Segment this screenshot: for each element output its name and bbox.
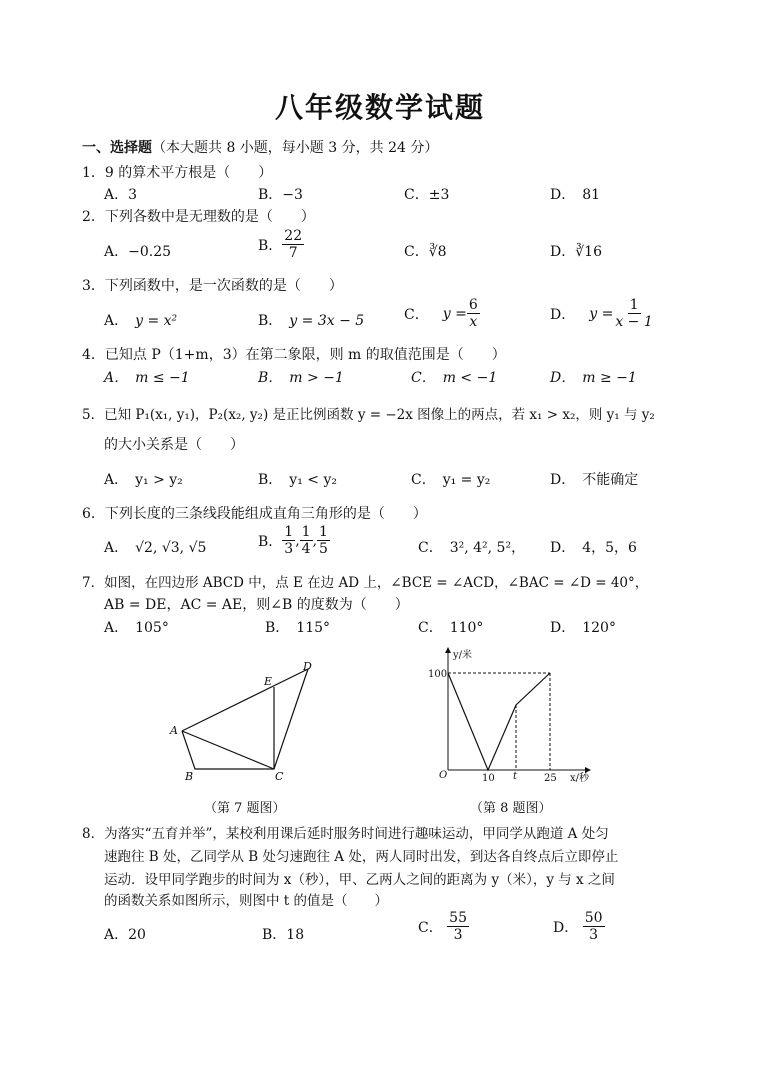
- q3-option-c: [404, 297, 480, 330]
- q2-option-b: [258, 228, 304, 261]
- q8-d-numerator: 50: [584, 910, 603, 926]
- section-note: （本大题共 8 小题，每小题 3 分，共 24 分）: [152, 140, 439, 156]
- q4-option-b: B． m > −1: [258, 370, 344, 386]
- fig8-x-axis-label: x/秒: [570, 773, 590, 784]
- q7-stem: 7．如图，在四边形 ABCD 中，点 E 在边 AD 上，∠BCE = ∠ACD，∠BAC = ∠D = 40°，: [82, 575, 649, 591]
- q2-option-d: [550, 241, 602, 261]
- q3-option-c-label: C．: [404, 306, 429, 323]
- q6-b-den3: 5: [319, 541, 328, 558]
- q8-option-c: [418, 910, 469, 943]
- fig8-x-tick-25: 25: [544, 773, 557, 784]
- figure-7-caption: （第 7 题图）: [204, 801, 286, 816]
- q3-d-denominator: x − 1: [615, 314, 653, 331]
- figure-8-graph: [420, 640, 620, 790]
- q8-option-b: B．18: [262, 927, 305, 943]
- fig8-origin-label: O: [439, 770, 448, 781]
- q4-stem: 4．已知点 P（1+m，3）在第二象限，则 m 的取值范围是（ ）: [82, 347, 506, 363]
- q2-option-c: [404, 241, 447, 261]
- q8-line4: 的函数关系如图所示，则图中 t 的值是（ ）: [104, 893, 389, 909]
- q3-c-denominator: x: [469, 314, 478, 331]
- q3-c-numerator: 6: [468, 297, 478, 313]
- fig8-y-axis-label: y/米: [453, 650, 473, 661]
- q1-option-b: B．−3: [258, 187, 303, 203]
- q7-option-a: A． 105°: [104, 620, 169, 636]
- q3-option-d: [550, 297, 655, 330]
- q6-option-d: D． 4，5，6: [550, 540, 637, 556]
- q6-b-den1: 3: [284, 541, 294, 558]
- fig8-y-tick-100: 100: [428, 669, 448, 680]
- q8-option-d: [553, 910, 605, 943]
- q7-option-c: C． 110°: [418, 620, 484, 636]
- q5-option-a: A． y₁ > y₂: [104, 472, 183, 488]
- q6-stem: 6．下列长度的三条线段能组成直角三角形的是（ ）: [82, 506, 427, 522]
- q3-option-d-lhs: y =: [589, 305, 614, 322]
- q5-stem: 5．已知 P₁(x₁, y₁)，P₂(x₂, y₂) 是正比例函数 y = −2x 图像上的两点，若 x₁ > x₂，则 y₁ 与 y₂: [82, 407, 655, 423]
- section-heading: [82, 137, 438, 157]
- fig7-label-a: A: [170, 724, 178, 737]
- q3-option-a-value: y = x²: [135, 313, 178, 329]
- q5-option-c: C． y₁ = y₂: [411, 472, 491, 488]
- q4-option-c: C． m < −1: [411, 370, 498, 386]
- fig8-x-tick-10: 10: [482, 773, 495, 784]
- q6-option-b-label: B．: [258, 533, 283, 550]
- q1-stem: 1．9 的算术平方根是（ ）: [82, 165, 273, 181]
- q1-option-a: A．3: [104, 187, 138, 203]
- q1-option-c: C．±3: [404, 187, 450, 203]
- page-title: 八年级数学试题: [274, 91, 485, 124]
- q5-option-d: D． 不能确定: [550, 472, 639, 488]
- fig8-distance-line: [448, 673, 550, 770]
- fig7-outline: [182, 669, 308, 769]
- q6-b-den2: 4: [301, 541, 311, 558]
- q1-option-d: D． 81: [550, 187, 601, 203]
- q2-stem: 2．下列各数中是无理数的是（ ）: [82, 209, 315, 225]
- q3-option-c-lhs: y =: [442, 305, 467, 322]
- q8-d-denominator: 3: [589, 927, 599, 944]
- fig7-label-c: C: [275, 770, 284, 783]
- q5-option-b: B． y₁ < y₂: [258, 472, 337, 488]
- fig7-label-d: D: [303, 660, 312, 673]
- q6-option-b: B． 1 3 , 1 4 , 1 5: [258, 524, 328, 558]
- section-name: 一、选择题: [82, 140, 152, 156]
- q3-d-numerator: 1: [629, 297, 639, 313]
- q2-b-denominator: 7: [288, 245, 298, 262]
- q2-option-a: A．−0.25: [104, 244, 172, 260]
- fig7-label-e: E: [264, 675, 273, 688]
- fig7-diagonal-ac: [182, 731, 274, 769]
- q8-option-a: A．20: [104, 927, 146, 943]
- q3-option-b: [258, 310, 364, 330]
- q3-option-a: [104, 310, 177, 330]
- q6-option-c: C． 3², 4², 5²，: [418, 540, 526, 556]
- q7-option-b: B． 115°: [265, 620, 331, 636]
- q4-option-d: D． m ≥ −1: [550, 370, 637, 386]
- q8-line2: 速跑往 B 处，乙同学从 B 处匀速跑往 A 处，两人同时出发，到达各自终点后立即停止: [104, 849, 619, 865]
- q3-option-a-label: A．: [104, 313, 122, 329]
- q3-option-b-value: y = 3x − 5: [289, 313, 365, 329]
- q8-option-d-label: D．: [553, 919, 579, 936]
- q6-option-a: A． √2, √3, √5: [104, 540, 207, 556]
- q2-option-d-label: D．: [550, 244, 576, 260]
- q2-option-c-value: ∛8: [428, 244, 447, 260]
- q2-b-numerator: 22: [284, 228, 303, 244]
- figure-7-quadrilateral: [160, 655, 330, 785]
- q8-option-c-label: C．: [418, 919, 443, 936]
- q5-stem-cont: 的大小关系是（ ）: [104, 437, 244, 453]
- q6-b-num3: 1: [319, 524, 328, 540]
- q8-c-numerator: 55: [449, 910, 467, 926]
- q2-option-b-label: B．: [258, 237, 283, 254]
- q7-stem-cont: AB = DE，AC = AE，则∠B 的度数为（ ）: [104, 597, 409, 613]
- q8-c-denominator: 3: [453, 927, 463, 944]
- fig8-x-tick-t: t: [513, 771, 518, 782]
- q3-option-b-label: B．: [258, 313, 276, 329]
- q6-b-num2: 1: [301, 524, 311, 540]
- q3-option-d-label: D．: [550, 306, 576, 323]
- q8-line3: 运动．设甲同学跑步的时间为 x（秒），甲、乙两人之间的距离为 y（米），y 与 x 之间: [104, 872, 615, 888]
- figure-8-caption: （第 8 题图）: [470, 801, 552, 816]
- q4-option-a: A． m ≤ −1: [104, 370, 190, 386]
- q8-line1: 8．为落实“五育并举”，某校利用课后延时服务时间进行趣味运动，甲同学从跑道 A 处匀: [82, 826, 609, 842]
- fig7-label-b: B: [185, 770, 194, 783]
- q2-option-d-value: ∛16: [575, 244, 602, 260]
- q6-b-num1: 1: [284, 524, 294, 540]
- q3-stem: 3．下列函数中，是一次函数的是（ ）: [82, 278, 343, 294]
- q2-option-c-label: C．: [404, 244, 429, 260]
- q7-option-d: D． 120°: [550, 620, 616, 636]
